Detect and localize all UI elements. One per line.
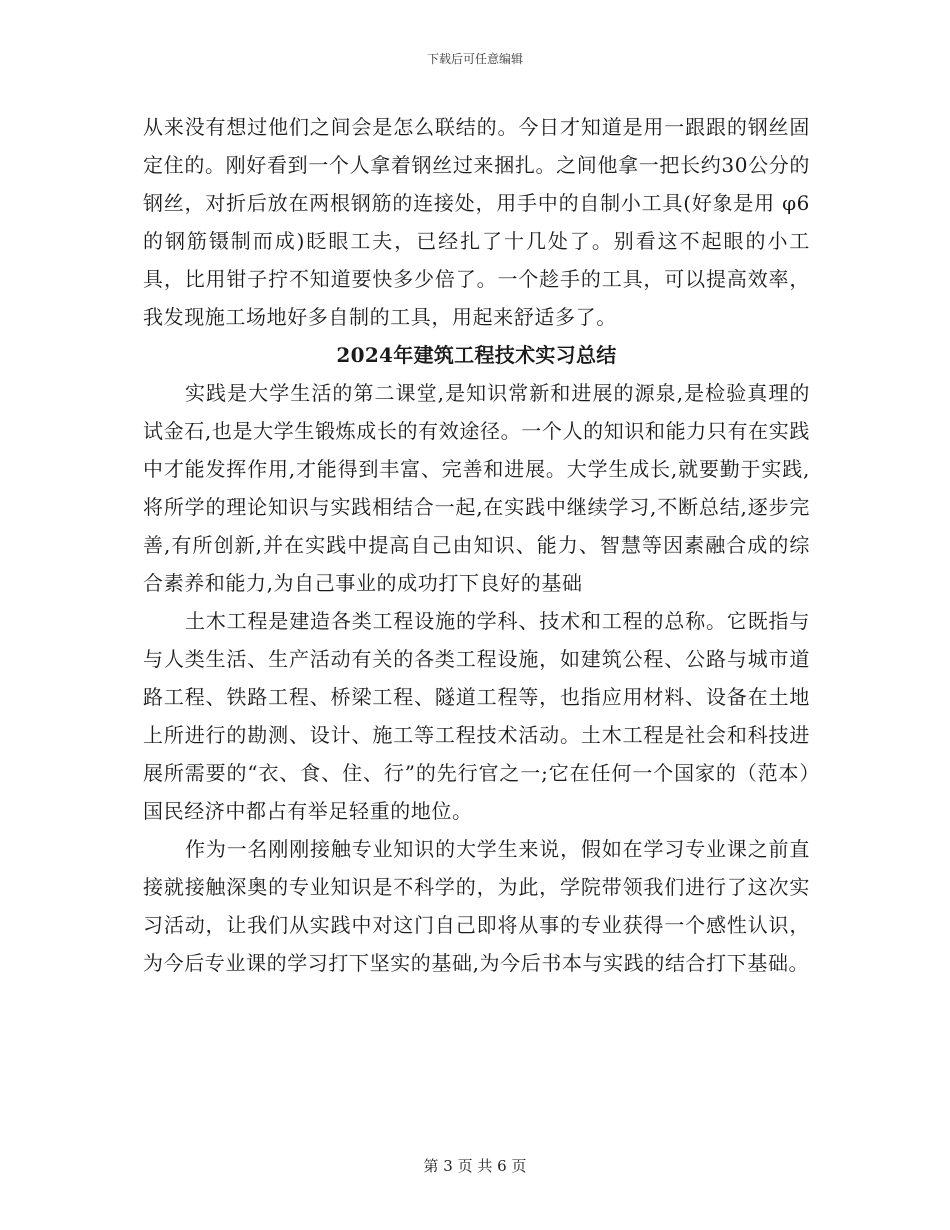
document-body (143, 108, 810, 982)
paragraph-civil-engineering: 土木工程是建造各类工程设施的学科、技术和工程的总称。它既指与与人类生活、生产活动有关的各类工程设施，如建筑公程、公路与城市道路工程、铁路工程、桥梁工程、隧道工程等，也指应用材料、设备在土地上所进行的勘测、设计、施工等工程技术活动。土木工程是社会和科技进展所需要的“衣、食、住、行”的先行官之一;它在任何一个国家的（范本）国民经济中都占有举足轻重的地位。 (143, 609, 810, 823)
page-header: 下载后可任意编辑 (426, 52, 523, 66)
paragraph-student-perspective: 作为一名刚刚接触专业知识的大学生来说，假如在学习专业课之前直接就接触深奥的专业知识是不科学的，为此，学院带领我们进行了这次实习活动，让我们从实践中对这门自己即将从事的专业获得一个感性认识，为今后专业课的学习打下坚实的基础,为今后书本与实践的结合打下基础。 (143, 837, 810, 975)
paragraph-practice: 实践是大学生活的第二课堂,是知识常新和进展的源泉,是检验真理的试金石,也是大学生锻炼成长的有效途径。一个人的知识和能力只有在实践中才能发挥作用,才能得到丰富、完善和进展。大学生成长,就要勤于实践,将所学的理论知识与实践相结合一起,在实践中继续学习,不断总结,逐步完善,有所创新,并在实践中提高自己由知识、能力、智慧等因素融合成的综合素养和能力,为自己事业的成功打下良好的基础 (143, 381, 810, 595)
paragraph-continuation: 从来没有想过他们之间会是怎么联结的。今日才知道是用一跟跟的钢丝固定住的。刚好看到一个人拿着钢丝过来捆扎。之间他拿一把长约30公分的钢丝，对折后放在两根钢筋的连接处，用手中的自制小工具(好象是用 φ6的钢筋镊制而成)眨眼工夫，已经扎了十几处了。别看这不起眼的小工具，比用钳子拧不知道要快多少倍了。一个趁手的工具，可以提高效率，我发现施工场地好多自制的工具，用起来舒适多了。 (143, 115, 810, 329)
page-number: 第 3 页 共 6 页 (423, 1157, 527, 1175)
section-title: 2024年建筑工程技术实习总结 (336, 343, 617, 367)
